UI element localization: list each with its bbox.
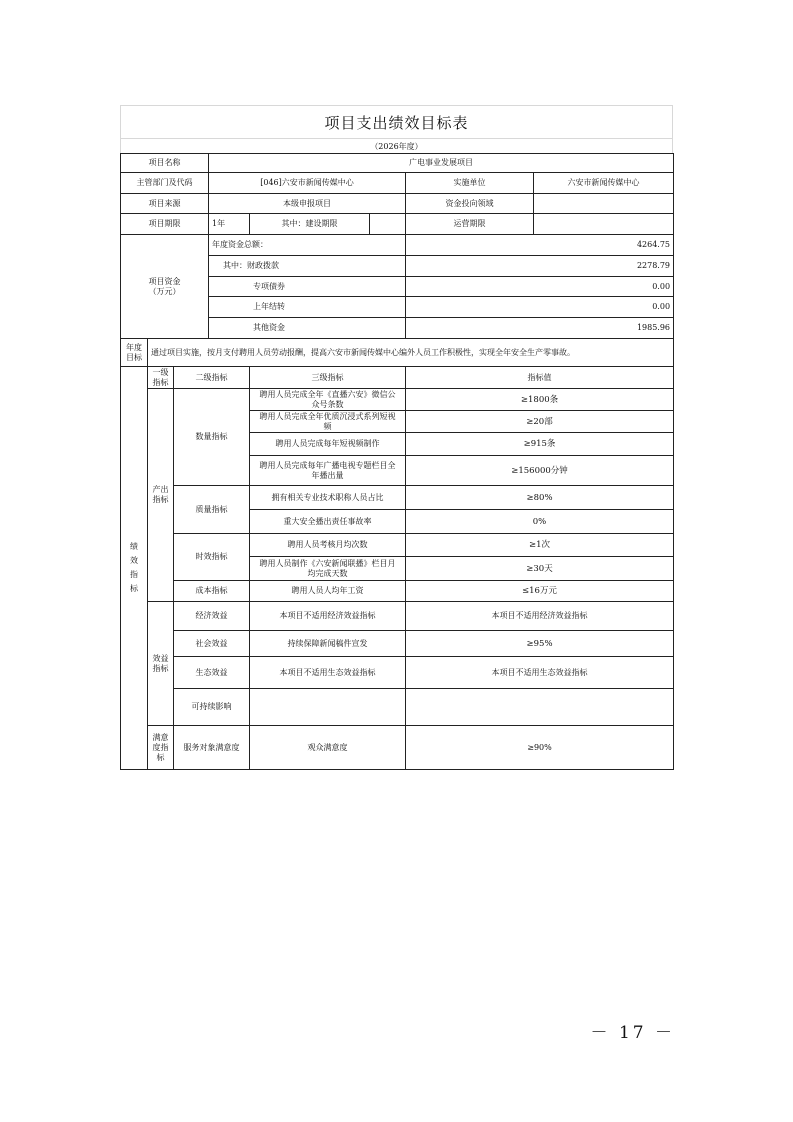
field-value xyxy=(534,194,674,214)
annual-goal-text: 通过项目实施，按月支付聘用人员劳动报酬，提高六安市新闻传媒中心编外人员工作积极性，实现全年安全生产零事故。 xyxy=(148,339,674,367)
social-benefit-label: 社会效益 xyxy=(174,631,250,657)
funds-other-label: 其他资金 xyxy=(209,318,406,339)
ops-period-value xyxy=(534,214,674,235)
ops-period-label: 运营期限 xyxy=(406,214,534,235)
indicator-value xyxy=(406,689,674,726)
project-name-label: 项目名称 xyxy=(121,154,209,173)
indicator-name: 聘用人员完成每年短视频制作 xyxy=(250,433,406,456)
header-value: 指标值 xyxy=(406,367,674,389)
indicator-name: 聘用人员完成全年《直播六安》微信公 众号条数 xyxy=(250,389,406,411)
indicator-value: ≥90% xyxy=(406,726,674,770)
indicator-value: ≥30天 xyxy=(406,557,674,581)
build-period-value xyxy=(370,214,406,235)
performance-target-table xyxy=(120,153,674,770)
indicator-value: ≥1次 xyxy=(406,534,674,557)
build-period-label: 其中：建设期限 xyxy=(250,214,370,235)
indicator-name: 本项目不适用生态效益指标 xyxy=(250,657,406,689)
indicator-name xyxy=(250,689,406,726)
economic-benefit-label: 经济效益 xyxy=(174,602,250,631)
indicator-name: 聘用人员完成全年优质沉浸式系列短视 频 xyxy=(250,411,406,433)
indicator-name: 观众满意度 xyxy=(250,726,406,770)
performance-target-sheet xyxy=(120,105,673,770)
funds-total-label: 年度资金总额： xyxy=(209,235,406,256)
funds-carryover-label: 上年结转 xyxy=(209,297,406,318)
funds-total-value: 4264.75 xyxy=(406,235,674,256)
indicator-value: ≥156000分钟 xyxy=(406,456,674,486)
indicator-name: 拥有相关专业技术职称人员占比 xyxy=(250,486,406,510)
table-year: （2026年度） xyxy=(120,138,673,153)
indicator-name: 聘用人员考核月均次数 xyxy=(250,534,406,557)
satisfaction-indicators-label: 满意 度指 标 xyxy=(148,726,174,770)
ecological-benefit-label: 生态效益 xyxy=(174,657,250,689)
period-value: 1年 xyxy=(209,214,250,235)
indicator-name: 本项目不适用经济效益指标 xyxy=(250,602,406,631)
indicator-name: 持续保障新闻稿件宣发 xyxy=(250,631,406,657)
funds-fiscal-value: 2278.79 xyxy=(406,256,674,277)
indicator-value: ≥80% xyxy=(406,486,674,510)
indicator-name: 聘用人员完成每年广播电视专题栏目全 年播出量 xyxy=(250,456,406,486)
quality-indicator-label: 质量指标 xyxy=(174,486,250,534)
header-level2: 二级指标 xyxy=(174,367,250,389)
dept-label: 主管部门及代码 xyxy=(121,173,209,194)
indicator-name: 重大安全播出责任事故率 xyxy=(250,510,406,534)
header-level1: 一级 指标 xyxy=(148,367,174,389)
indicator-value: ≤16万元 xyxy=(406,581,674,602)
cost-indicator-label: 成本指标 xyxy=(174,581,250,602)
impl-unit-value: 六安市新闻传媒中心 xyxy=(534,173,674,194)
indicator-value: ≥20部 xyxy=(406,411,674,433)
indicator-value: ≥915条 xyxy=(406,433,674,456)
indicator-value: 本项目不适用经济效益指标 xyxy=(406,602,674,631)
funds-other-value: 1985.96 xyxy=(406,318,674,339)
benefit-indicators-label: 效益 指标 xyxy=(148,602,174,726)
funds-carryover-value: 0.00 xyxy=(406,297,674,318)
indicator-value: ≥95% xyxy=(406,631,674,657)
output-indicators-label: 产出 指标 xyxy=(148,389,174,602)
table-title: 项目支出绩效目标表 xyxy=(120,105,673,138)
dept-value: [046]六安市新闻传媒中心 xyxy=(209,173,406,194)
indicator-name: 聘用人员人均年工资 xyxy=(250,581,406,602)
funds-bonds-value: 0.00 xyxy=(406,277,674,297)
indicator-name: 聘用人员制作《六安新闻联播》栏目月 均完成天数 xyxy=(250,557,406,581)
indicator-value: 本项目不适用生态效益指标 xyxy=(406,657,674,689)
source-value: 本级申报项目 xyxy=(209,194,406,214)
service-satisfaction-label: 服务对象满意度 xyxy=(174,726,250,770)
period-label: 项目期限 xyxy=(121,214,209,235)
impl-unit-label: 实施单位 xyxy=(406,173,534,194)
field-label: 资金投向领域 xyxy=(406,194,534,214)
funds-fiscal-label: 其中：财政拨款 xyxy=(209,256,406,277)
funds-bonds-label: 专项债券 xyxy=(209,277,406,297)
source-label: 项目来源 xyxy=(121,194,209,214)
perf-indicators-label: 绩 效 指 标 xyxy=(121,367,148,770)
project-name-value: 广电事业发展项目 xyxy=(209,154,674,173)
quantity-indicator-label: 数量指标 xyxy=(174,389,250,486)
annual-goal-label: 年度 目标 xyxy=(121,339,148,367)
page-number: － 17 － xyxy=(590,1023,675,1043)
indicator-value: 0% xyxy=(406,510,674,534)
header-level3: 三级指标 xyxy=(250,367,406,389)
funds-label: 项目资金 （万元） xyxy=(121,235,209,339)
indicator-value: ≥1800条 xyxy=(406,389,674,411)
sustainable-impact-label: 可持续影响 xyxy=(174,689,250,726)
timeliness-indicator-label: 时效指标 xyxy=(174,534,250,581)
